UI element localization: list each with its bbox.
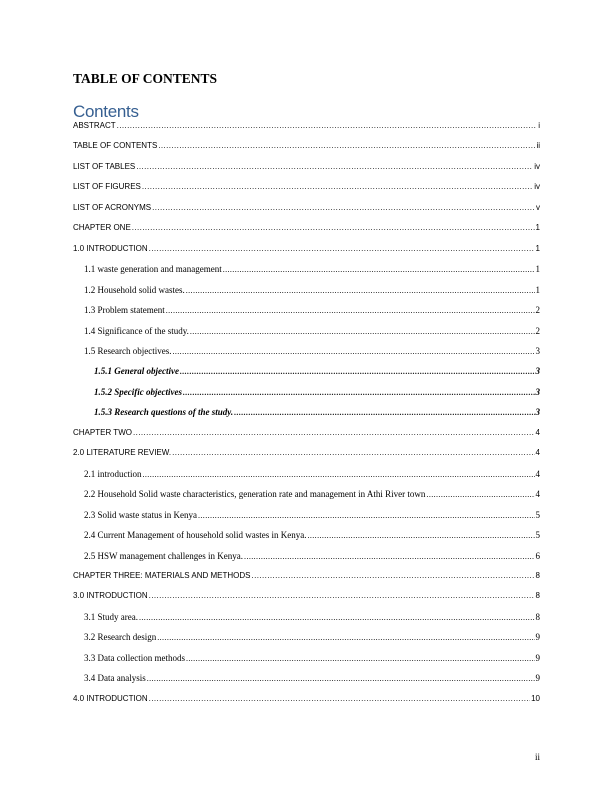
toc-entry-label: 3.4 Data analysis	[84, 673, 146, 684]
toc-entry[interactable]	[73, 591, 540, 611]
toc-entry-label: 1.1 waste generation and management	[84, 264, 222, 275]
toc-entry-label: LIST OF TABLES	[73, 161, 136, 171]
dot-leader	[143, 470, 535, 479]
toc-entry-page: 3	[535, 366, 540, 377]
dot-leader	[166, 306, 535, 315]
dot-leader	[149, 694, 530, 703]
toc-entry[interactable]	[73, 366, 540, 386]
dot-leader	[172, 347, 534, 356]
toc-entry[interactable]	[73, 673, 540, 693]
toc-entry-page: 2	[535, 305, 540, 316]
dot-leader	[186, 654, 535, 663]
toc-entry-label: LIST OF ACRONYMS	[73, 202, 152, 212]
toc-entry-page: 10	[531, 693, 540, 703]
toc-entry-label: 3.3 Data collection methods	[84, 652, 185, 663]
dot-leader	[136, 162, 533, 171]
toc-entry-label: 1.3 Problem statement	[84, 305, 165, 316]
toc-entry[interactable]	[73, 141, 540, 161]
dot-leader	[147, 674, 535, 683]
toc-entry[interactable]	[73, 264, 540, 284]
toc-entry-page: 8	[535, 570, 540, 580]
dot-leader	[190, 327, 535, 336]
toc-entry[interactable]	[73, 551, 540, 571]
toc-entry-label: 2.0 LITERATURE REVIEW.	[73, 448, 172, 458]
toc-entry-label: CHAPTER ONE	[73, 223, 131, 233]
toc-entry[interactable]	[73, 162, 540, 182]
toc-entry-label: 1.5.3 Research questions of the study.	[94, 407, 234, 418]
dot-leader	[152, 203, 535, 212]
dot-leader	[172, 448, 534, 457]
document-title: TABLE OF CONTENTS	[73, 71, 218, 86]
toc-entry-label: CHAPTER THREE: MATERIALS AND METHODS	[73, 570, 251, 580]
dot-leader	[149, 244, 535, 253]
toc-entry-page: 6	[535, 550, 540, 561]
toc-entry[interactable]	[73, 285, 540, 305]
toc-entry[interactable]	[73, 694, 540, 714]
dot-leader	[117, 121, 538, 130]
toc-entry-page: 9	[535, 673, 540, 684]
toc-entry[interactable]	[73, 632, 540, 652]
toc-entry[interactable]	[73, 203, 540, 223]
dot-leader	[223, 265, 535, 274]
toc-entry-page: i	[538, 121, 540, 130]
dot-leader	[234, 408, 534, 417]
toc-entry[interactable]	[73, 530, 540, 550]
toc-entry-label: 2.4 Current Management of household solid wastes in Kenya.	[84, 530, 307, 541]
toc-entry-label: 3.0 INTRODUCTION	[73, 591, 148, 601]
dot-leader	[158, 141, 535, 150]
toc-entry[interactable]	[73, 489, 540, 509]
toc-entry-label: CHAPTER TWO	[73, 427, 132, 437]
toc-entry[interactable]	[73, 653, 540, 673]
toc-entry-page: 8	[535, 611, 540, 622]
toc-entry-page: 4	[535, 489, 540, 500]
toc-entry[interactable]	[73, 469, 540, 489]
toc-entry-label: 1.2 Household solid wastes.	[84, 284, 185, 295]
toc-entry-label: ABSTRACT	[73, 121, 116, 130]
toc-entry-label: 1.4 Significance of the study.	[84, 325, 189, 336]
dot-leader	[132, 223, 535, 232]
dot-leader	[186, 286, 535, 295]
toc-entry-label: LIST OF FIGURES	[73, 182, 141, 192]
toc-entry-label: 3.2 Research design	[84, 632, 157, 643]
dot-leader	[149, 591, 535, 600]
toc-entry-page: iv	[534, 161, 540, 171]
dot-leader	[180, 367, 535, 376]
toc-entry-page: 2	[535, 325, 540, 336]
toc-entry[interactable]	[73, 571, 540, 591]
toc-entry-page: 4	[535, 427, 540, 437]
toc-entry[interactable]	[73, 407, 540, 427]
toc-entry-page: 1	[535, 223, 540, 233]
dot-leader	[157, 633, 534, 642]
dot-leader	[133, 428, 535, 437]
toc-entry-label: 1.0 INTRODUCTION	[73, 243, 148, 253]
toc-entry-page: ii	[536, 141, 540, 151]
toc-entry-page: 1	[535, 243, 540, 253]
toc-entry-label: 4.0 INTRODUCTION	[73, 693, 148, 703]
toc-entry[interactable]	[73, 182, 540, 202]
toc-entry-page: 4	[535, 448, 540, 458]
toc-entry[interactable]	[73, 448, 540, 468]
toc-entry[interactable]	[73, 612, 540, 632]
toc-entry-page: 5	[535, 530, 540, 541]
toc-entry[interactable]	[73, 121, 540, 141]
toc-entry-page: v	[536, 202, 540, 212]
toc-entry[interactable]	[73, 326, 540, 346]
toc-entry-page: 3	[535, 386, 540, 397]
contents-heading: Contents	[73, 102, 139, 121]
toc-entry-page: 3	[535, 407, 540, 418]
toc-entry[interactable]	[73, 244, 540, 264]
toc-entry-label: 1.5.2 Specific objectives	[94, 386, 182, 397]
toc-entry[interactable]	[73, 387, 540, 407]
dot-leader	[307, 531, 534, 540]
dot-leader	[252, 571, 535, 580]
page-number: ii	[534, 752, 540, 762]
toc-entry-page: 4	[535, 468, 540, 479]
toc-entry-label: 2.2 Household Solid waste characteristics, generation rate and management in Athi River town	[84, 489, 426, 500]
toc-entry-page: 8	[535, 591, 540, 601]
toc-entry[interactable]	[73, 510, 540, 530]
toc-entry-label: TABLE OF CONTENTS	[73, 141, 158, 151]
toc-entry[interactable]	[73, 428, 540, 448]
toc-entry-page: 9	[535, 652, 540, 663]
dot-leader	[244, 552, 534, 561]
toc-entry[interactable]	[73, 346, 540, 366]
toc-entry-label: 2.3 Solid waste status in Kenya	[84, 509, 197, 520]
toc-entry-page: 9	[535, 632, 540, 643]
dot-leader	[183, 388, 535, 397]
toc-entry-label: 1.5 Research objectives.	[84, 345, 172, 356]
toc-entry-page: 5	[535, 509, 540, 520]
toc-entry-page: iv	[534, 182, 540, 192]
toc-entry-page: 1	[535, 284, 540, 295]
toc-entry-label: 1.5.1 General objective	[94, 366, 179, 377]
dot-leader	[198, 511, 535, 520]
toc-entry-page: 3	[535, 345, 540, 356]
dot-leader	[139, 613, 535, 622]
toc-entry-label: 2.1 introduction	[84, 468, 142, 479]
dot-leader	[426, 490, 534, 499]
toc-entry[interactable]	[73, 305, 540, 325]
toc-entry[interactable]	[73, 223, 540, 243]
table-of-contents	[73, 121, 540, 714]
toc-entry-page: 1	[535, 264, 540, 275]
dot-leader	[142, 182, 533, 191]
toc-entry-label: 2.5 HSW management challenges in Kenya.	[84, 550, 244, 561]
toc-entry-label: 3.1 Study area.	[84, 611, 138, 622]
